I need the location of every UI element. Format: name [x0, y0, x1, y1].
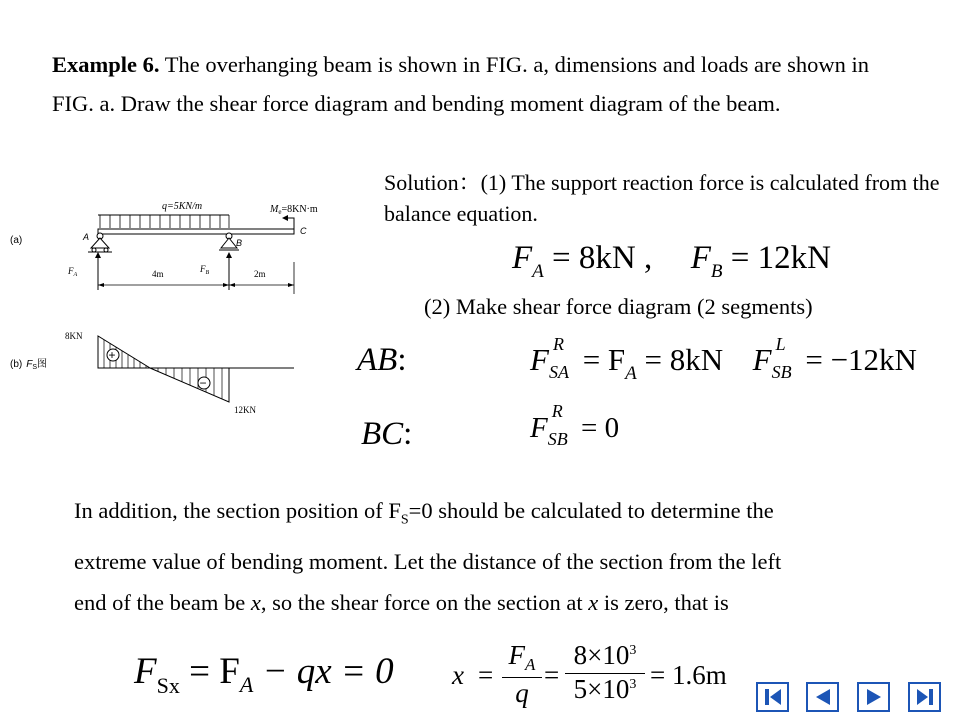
example-label: Example 6. — [52, 52, 160, 77]
point-c: C — [300, 226, 307, 236]
problem-text: The overhanging beam is shown in FIG. a, dimensions and loads are shown in FIG. a. Draw the shear force diagram and bending moment diagram of the beam. — [52, 52, 869, 116]
solution-heading: Solution：(1) The support reaction force is calculated from the balance equation. — [384, 170, 940, 226]
additional-line-2: extreme value of bending moment. Let the distance of the section from the left — [74, 548, 782, 574]
segment-ab-label: AB: — [357, 342, 407, 378]
figure-b-shear-diagram — [0, 322, 300, 422]
hatch-lines — [104, 340, 222, 399]
next-icon — [861, 686, 887, 708]
additional-explanation — [74, 490, 934, 623]
beam — [98, 229, 294, 234]
step2-heading: (2) Make shear force diagram (2 segments) — [424, 294, 813, 319]
svg-text:+: + — [108, 348, 116, 362]
additional-line-3: end of the beam be x, so the shear force on the section at x is zero, that is — [74, 589, 729, 615]
last-slide-button[interactable] — [908, 682, 941, 712]
previous-icon — [810, 686, 836, 708]
shear-zero-equation: $F_{Sx} = F_A$ − qx = 0 — [134, 651, 394, 698]
position-equation: x = $F_A$ q = $8\times 10^3$ $5\times 10^3$ = 1.6m — [452, 640, 727, 708]
last-icon — [912, 686, 938, 708]
fraction-numeric: $8\times 10^3$ $5\times 10^3$ — [565, 640, 645, 705]
fig-a-tag: (a) — [10, 235, 23, 246]
dim-4m: 4m — [152, 269, 164, 279]
svg-text:−: − — [199, 376, 207, 390]
previous-slide-button[interactable] — [806, 682, 839, 712]
reaction-equation: $F_A = 8kN$ , $F_B = 12kN$ — [512, 240, 831, 282]
point-b: B — [236, 238, 243, 248]
segment-bc-equation: F R SB = 0 — [530, 401, 620, 450]
fb-label: $F_B$ — [200, 264, 210, 276]
fraction-fa-q: $F_A$ q — [502, 640, 542, 709]
bottom-value: 12KN — [234, 405, 256, 415]
load-label: q=5KN/m — [162, 201, 203, 212]
top-value: 8KN — [65, 331, 83, 341]
segment-bc-label: BC: — [361, 416, 413, 452]
first-slide-button[interactable] — [756, 682, 789, 712]
problem-statement — [52, 46, 902, 123]
first-icon — [760, 686, 786, 708]
next-slide-button[interactable] — [857, 682, 890, 712]
fa-label: $F_A$ — [68, 266, 78, 278]
segment-ab-equation: F R SA = $F_A = 8kN$ F L SB = −12kN — [530, 333, 917, 384]
point-a: A — [83, 232, 90, 242]
moment-label: $M_e=8KN\cdot m$ — [270, 204, 318, 216]
distributed-load-arrows — [100, 215, 229, 228]
dim-2m: 2m — [254, 269, 266, 279]
additional-line-1: In addition, the section position of $F_S=0$ should be calculated to determine the — [74, 498, 774, 528]
figure-a-beam — [0, 190, 345, 300]
fig-b-tag: (b) $F_S$图 — [10, 359, 48, 371]
